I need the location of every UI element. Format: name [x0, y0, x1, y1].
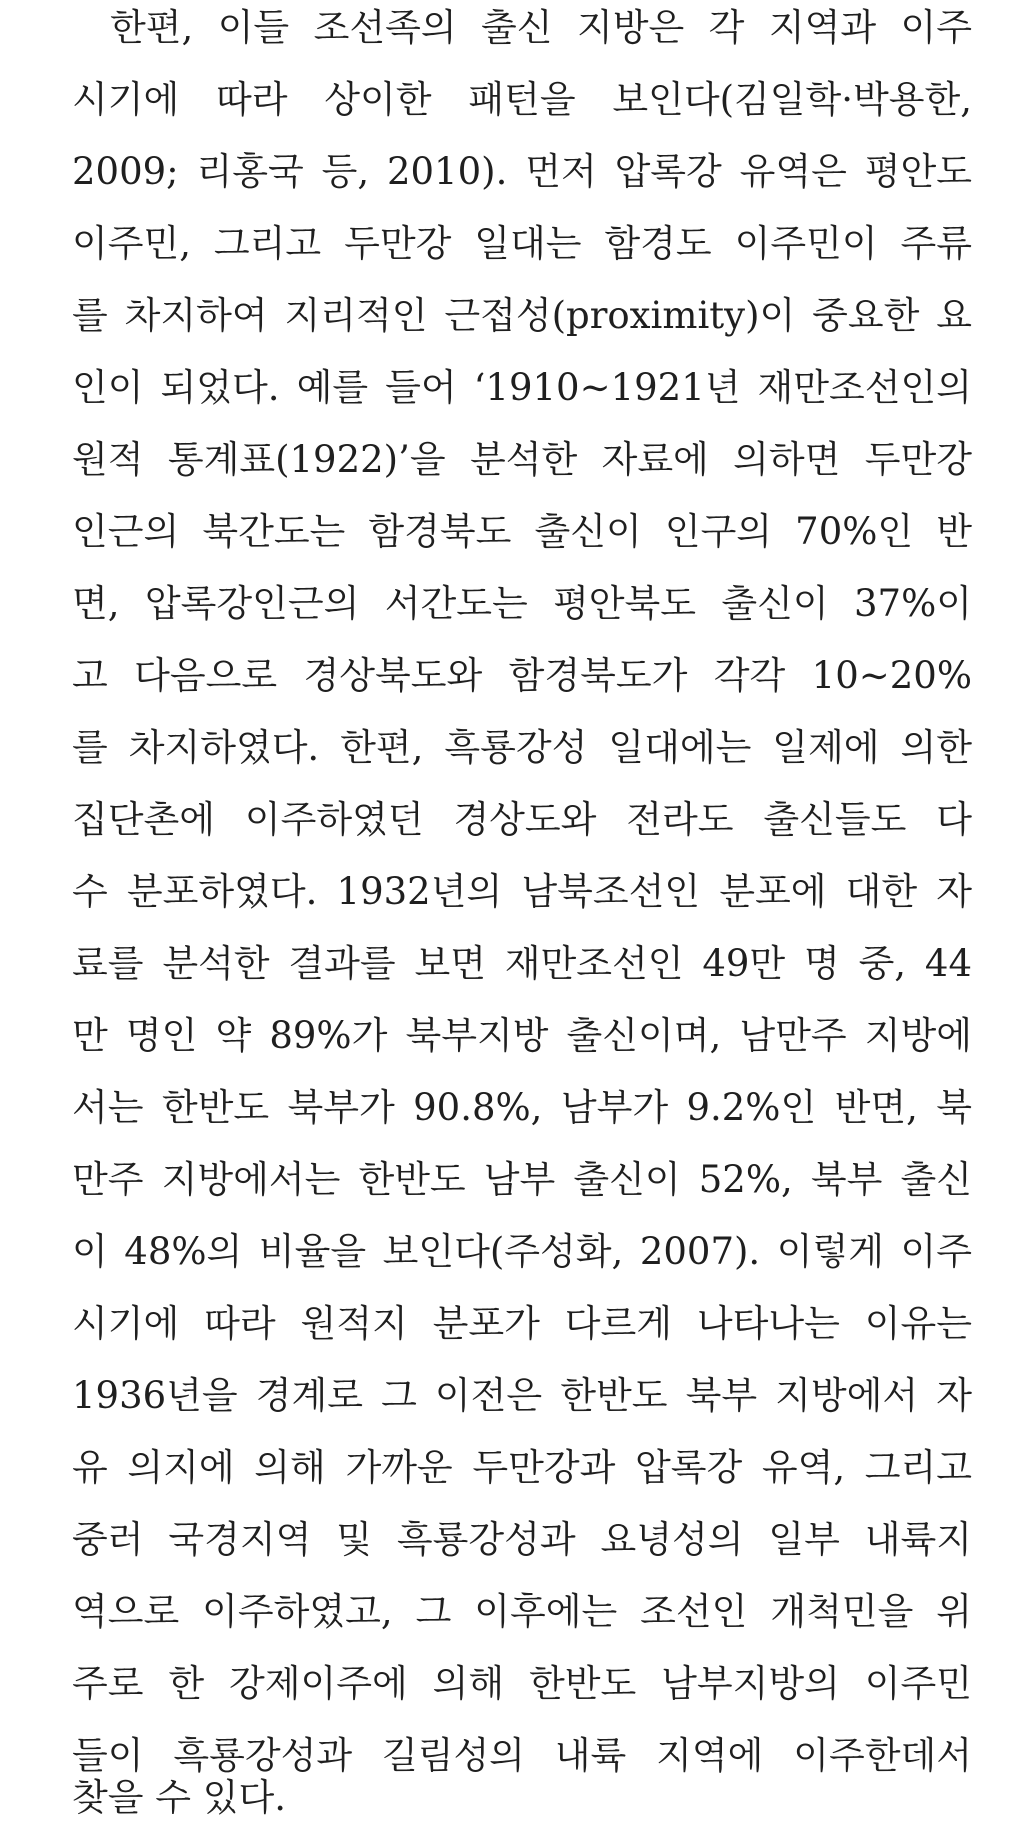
paragraph-line: 료를 분석한 결과를 보면 재만조선인 49만 명 중, 44 [72, 942, 972, 985]
paragraph-line: 중러 국경지역 및 흑룡강성과 요녕성의 일부 내륙지 [72, 1518, 972, 1561]
paragraph-line: 서는 한반도 북부가 90.8%, 남부가 9.2%인 반면, 북 [72, 1086, 972, 1129]
paragraph-line: 이주민, 그리고 두만강 일대는 함경도 이주민이 주류 [72, 222, 972, 265]
paragraph-line: 들이 흑룡강성과 길림성의 내륙 지역에 이주한데서 [72, 1734, 972, 1777]
paragraph-line: 한편, 이들 조선족의 출신 지방은 각 지역과 이주 [110, 6, 972, 49]
paragraph-line: 원적 통계표(1922)’을 분석한 자료에 의하면 두만강 [72, 438, 972, 481]
paragraph-line: 찾을 수 있다. [72, 1776, 286, 1819]
paragraph-line: 유 의지에 의해 가까운 두만강과 압록강 유역, 그리고 [72, 1446, 972, 1489]
paragraph-line: 주로 한 강제이주에 의해 한반도 남부지방의 이주민 [72, 1662, 972, 1705]
paragraph-line: 1936년을 경계로 그 이전은 한반도 북부 지방에서 자 [72, 1374, 972, 1417]
paragraph-line: 집단촌에 이주하였던 경상도와 전라도 출신들도 다 [72, 798, 972, 841]
paragraph-line: 2009; 리홍국 등, 2010). 먼저 압록강 유역은 평안도 [72, 150, 972, 193]
paragraph-line: 수 분포하였다. 1932년의 남북조선인 분포에 대한 자 [72, 870, 972, 913]
paragraph-line: 인이 되었다. 예를 들어 ‘1910∼1921년 재만조선인의 [72, 366, 972, 409]
paragraph-line: 역으로 이주하였고, 그 이후에는 조선인 개척민을 위 [72, 1590, 972, 1633]
paragraph-line: 를 차지하였다. 한편, 흑룡강성 일대에는 일제에 의한 [72, 726, 972, 769]
paragraph-line: 고 다음으로 경상북도와 함경북도가 각각 10∼20% [72, 654, 972, 697]
paragraph-line: 인근의 북간도는 함경북도 출신이 인구의 70%인 반 [72, 510, 972, 553]
paragraph-line: 를 차지하여 지리적인 근접성(proximity)이 중요한 요 [72, 294, 972, 337]
paragraph-line: 만주 지방에서는 한반도 남부 출신이 52%, 북부 출신 [72, 1158, 972, 1201]
paragraph-line: 면, 압록강인근의 서간도는 평안북도 출신이 37%이 [72, 582, 972, 625]
paragraph-line: 만 명인 약 89%가 북부지방 출신이며, 남만주 지방에 [72, 1014, 972, 1057]
paragraph-line: 이 48%의 비율을 보인다(주성화, 2007). 이렇게 이주 [72, 1230, 972, 1273]
paragraph-line: 시기에 따라 원적지 분포가 다르게 나타나는 이유는 [72, 1302, 972, 1345]
paragraph-line: 시기에 따라 상이한 패턴을 보인다(김일학·박용한, [72, 78, 972, 121]
